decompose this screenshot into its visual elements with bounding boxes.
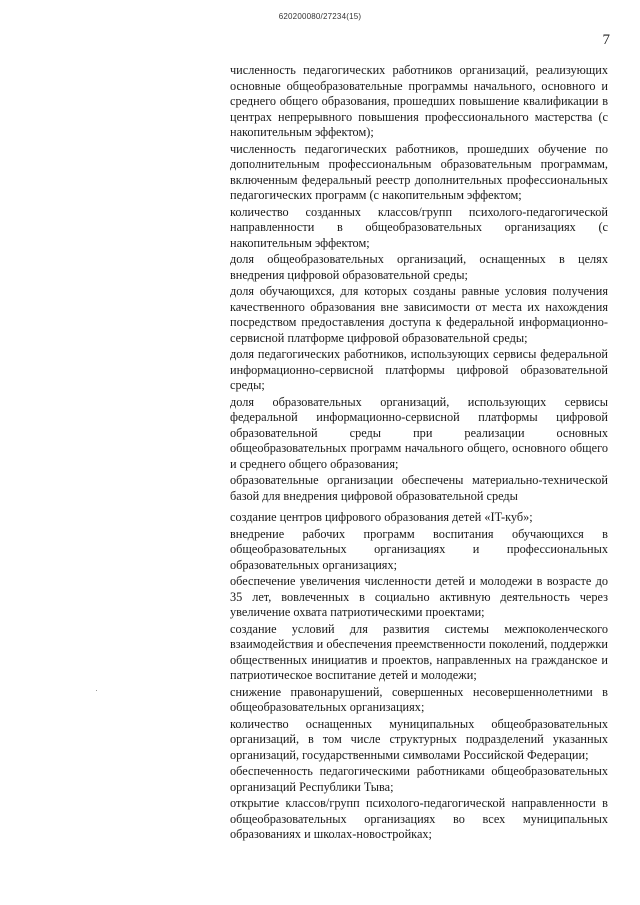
- paragraph: доля педагогических работников, использующих сервисы федеральной информационно-сервисной платформы цифровой образовательной среды;: [230, 347, 608, 392]
- document-id: 620200080/27234(15): [278, 12, 362, 21]
- paragraph: доля обучающихся, для которых созданы равные условия получения качественного образования вне зависимости от места их нахождения посредством предоставления доступа к федеральной информационно-сервисной платформе цифровой образовательной среды;: [230, 284, 608, 345]
- paragraph: обеспеченность педагогическими работниками общеобразовательных организаций Республики Тыва;: [230, 764, 608, 794]
- document-body: [230, 63, 608, 844]
- paragraph: численность педагогических работников, прошедших обучение по дополнительным профессиональным образовательным программам, включенным федеральный реестр дополнительных профессиональных педагогических программ (с накопительным эффектом;: [230, 141, 608, 202]
- paragraph: внедрение рабочих программ воспитания обучающихся в общеобразовательных организациях и профессиональных образовательных организациях;: [230, 526, 608, 572]
- paragraph: доля общеобразовательных организаций, оснащенных в целях внедрения цифровой образовательной среды;: [230, 252, 608, 282]
- paragraph: образовательные организации обеспечены материально-технической базой для внедрения цифровой образовательной среды: [230, 473, 608, 503]
- page-number: 7: [602, 32, 610, 48]
- paragraph: численность педагогических работников организаций, реализующих основные общеобразовательные программы начального, основного и среднего общего образования, прошедших повышение квалификации в центрах непрерывного повышения профессионального мастерства (с накопительным эффектом);: [230, 63, 608, 139]
- scan-speck: [96, 690, 97, 691]
- paragraph: создание центров цифрового образования детей «IT-куб»;: [230, 510, 533, 524]
- paragraph: обеспечение увеличения численности детей и молодежи в возрасте до 35 лет, вовлеченных в социально активную деятельность через увеличение охвата патриотическими проектами;: [230, 574, 608, 619]
- paragraph: доля образовательных организаций, использующих сервисы федеральной информационно-сервисной платформы цифровой образовательной среды при реализации основных общеобразовательных программ начального общего, основного общего и среднего общего образования;: [230, 394, 608, 471]
- paragraph: количество созданных классов/групп психолого-педагогической направленности в общеобразовательных организациях (с накопительным эффектом;: [230, 204, 608, 250]
- paragraph: количество оснащенных муниципальных общеобразовательных организаций, в том числе структурных подразделений указанных организаций, государственными символами Российской Федерации;: [230, 716, 608, 762]
- paragraph: снижение правонарушений, совершенных несовершеннолетними в общеобразовательных организациях;: [230, 684, 608, 714]
- paragraph: открытие классов/групп психолого-педагогической направленности в общеобразовательных организациях во всех муниципальных образованиях и школах-новостройках;: [230, 796, 608, 841]
- paragraph: создание условий для развития системы межпоколенческого взаимодействия и обеспечения преемственности поколений, поддержки общественных инициатив и проектов, направленных на гражданское и патриотическое воспитание детей и молодежи;: [230, 621, 608, 682]
